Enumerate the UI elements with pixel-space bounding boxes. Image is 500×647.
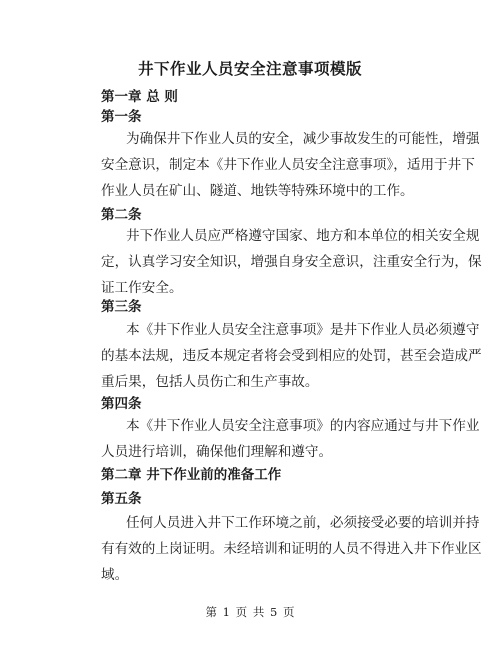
article-1-line-3: 作业人员在矿山、隧道、地铁等特殊环境中的工作。 [101,183,414,199]
article-2-heading: 第二条 [101,207,142,223]
article-2-line-3: 证工作安全。 [101,280,183,296]
article-1-line-2: 安全意识，制定本《井下作业人员安全注意事项》，适用于井下 [101,157,475,173]
article-5-body [101,510,482,588]
page-number-footer: 第 1 页 共 5 页 [205,605,295,619]
document-title: 井下作业人员安全注意事项模版 [137,60,362,78]
article-3-heading: 第三条 [101,299,142,315]
article-3-body [101,317,482,395]
article-3-line-3: 重后果，包括人员伤亡和生产事故。 [101,374,319,390]
chapter-1-heading: 第一章 总 则 [101,89,178,105]
article-4-line-1: 本《井下作业人员安全注意事项》的内容应通过与井下作业 [126,418,480,434]
article-3-line-2: 的基本法规，违反本规定者将会受到相应的处罚，甚至会造成严 [101,348,482,364]
article-4-line-2: 人员进行培训，确保他们理解和遵守。 [101,444,333,460]
article-2-line-1: 井下作业人员应严格遵守国家、地方和本单位的相关安全规 [126,228,480,244]
article-2-line-2: 定，认真学习安全知识，增强自身安全意识，注重安全行为，保 [101,254,482,270]
article-3-line-1: 本《井下作业人员安全注意事项》是井下作业人员必须遵守 [126,322,480,338]
article-5-heading: 第五条 [101,491,142,507]
article-1-heading: 第一条 [101,109,142,125]
article-5-line-2: 有有效的上岗证明。未经培训和证明的人员不得进入井下作业区 [101,541,482,557]
article-4-heading: 第四条 [101,396,142,412]
article-2-body [101,223,482,301]
article-4-body [101,413,480,465]
article-5-line-3: 域。 [101,567,129,583]
article-1-line-1: 为确保井下作业人员的安全，减少事故发生的可能性，增强 [126,131,480,147]
article-5-line-1: 任何人员进入井下工作环境之前，必须接受必要的培训并持 [126,515,480,531]
chapter-2-heading: 第二章 井下作业前的准备工作 [101,467,282,483]
article-1-body [101,126,480,204]
